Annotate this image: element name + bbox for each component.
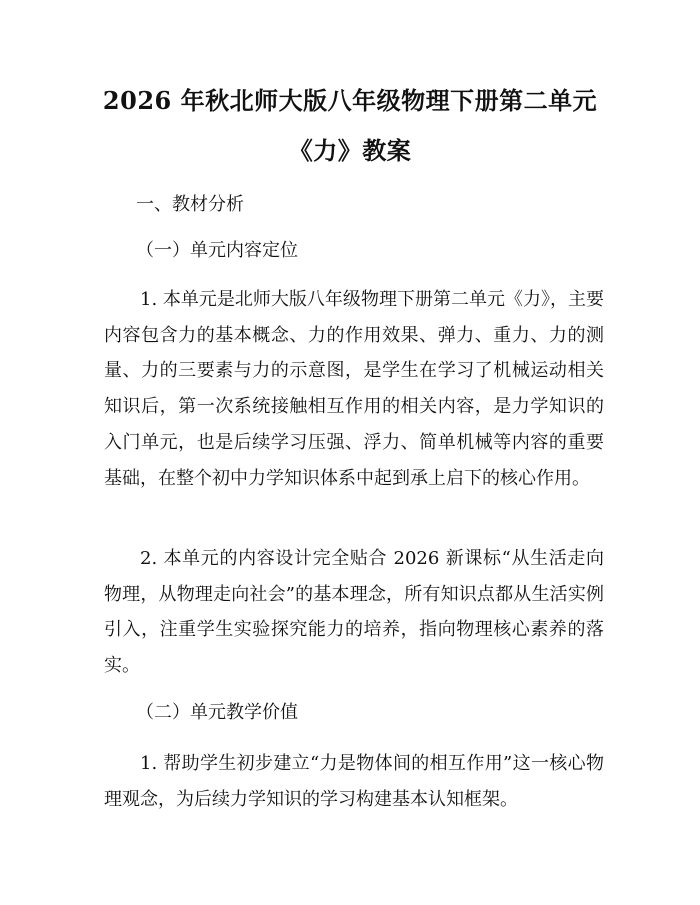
section-heading-textbook-analysis: 一、教材分析 — [136, 194, 244, 215]
document-title-line1: 2026 年秋北师大版八年级物理下册第二单元 — [102, 86, 598, 115]
paragraph-unit-content: 1. 本单元是北师大版八年级物理下册第二单元《力》，主要内容包含力的基本概念、力的作用效果、弹力、重力、力的测量、力的三要素与力的示意图，是学生在学习了机械运动相关知识后，第一次系统接触相互作用的相关内容，是力学知识的入门单元，也是后续学习压强、浮力、简单机械等内容的重要基础，在整个初中力学知识体系中起到承上启下的核心作用。 — [104, 289, 604, 489]
paragraph-teaching-value: 1. 帮助学生初步建立“力是物体间的相互作用”这一核心物理观念，为后续力学知识的学习构建基本认知框架。 — [104, 753, 604, 810]
subsection-heading-unit-positioning: （一）单元内容定位 — [136, 240, 298, 261]
document-title-line2: 《力》教案 — [288, 136, 412, 165]
subsection-heading-teaching-value: （二）单元教学价值 — [136, 702, 298, 723]
paragraph-curriculum-design: 2. 本单元的内容设计完全贴合 2026 新课标“从生活走向物理，从物理走向社会”的基本理念，所有知识点都从生活实例引入，注重学生实验探究能力的培养，指向物理核心素养的落实。 — [104, 548, 604, 677]
